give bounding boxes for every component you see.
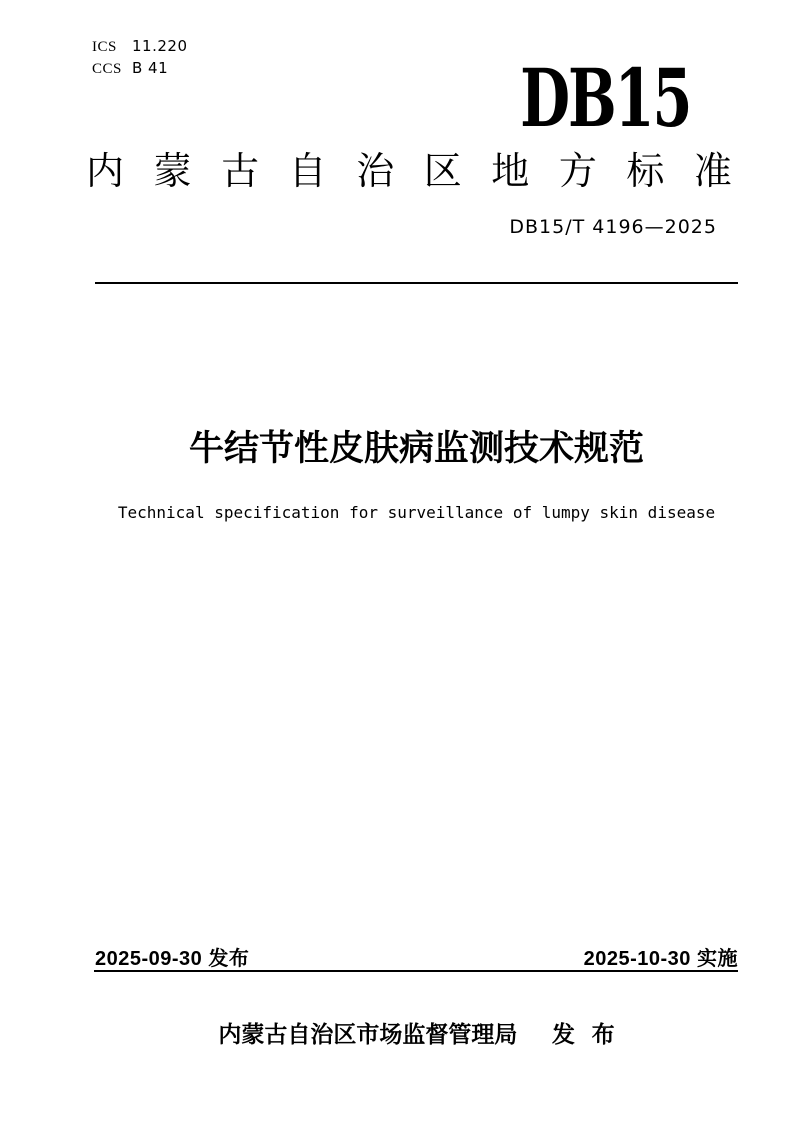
ccs-code-line	[92, 58, 188, 80]
ics-label: ICS	[92, 39, 117, 55]
bottom-horizontal-rule	[94, 970, 738, 972]
standard-name-char: 内	[86, 151, 125, 193]
top-horizontal-rule	[95, 282, 738, 284]
standard-name-char: 区	[423, 151, 462, 193]
standard-name-char: 地	[491, 151, 530, 193]
ics-value: 11.220	[132, 37, 188, 55]
standard-name-char: 标	[626, 151, 665, 193]
standard-name-char: 自	[288, 151, 327, 193]
release-date: 2025-09-30 发布	[95, 948, 250, 970]
title-english: Technical specification for surveillance of lumpy skin disease	[117, 503, 716, 522]
standard-name-char: 准	[693, 151, 732, 193]
classification-codes	[92, 36, 188, 80]
ics-code-line	[92, 36, 188, 58]
publisher-name: 内蒙古自治区市场监督管理局	[218, 1021, 518, 1047]
publisher-line	[95, 1021, 738, 1049]
standard-name-heading	[86, 151, 732, 195]
standard-name-char: 蒙	[153, 151, 192, 193]
db15-logo: DB15	[519, 51, 690, 145]
ccs-label: CCS	[92, 61, 122, 77]
standard-name-char: 方	[558, 151, 597, 193]
standard-name-char: 古	[221, 151, 260, 193]
standard-name-char: 治	[356, 151, 395, 193]
document-number: DB15/T 4196—2025	[509, 216, 717, 238]
ccs-value: B 41	[132, 59, 169, 77]
implementation-date: 2025-10-30 实施	[583, 948, 738, 970]
publish-action-label: 发 布	[551, 1021, 615, 1047]
dates-row	[95, 942, 738, 971]
title-chinese: 牛结节性皮肤病监测技术规范	[188, 429, 644, 468]
